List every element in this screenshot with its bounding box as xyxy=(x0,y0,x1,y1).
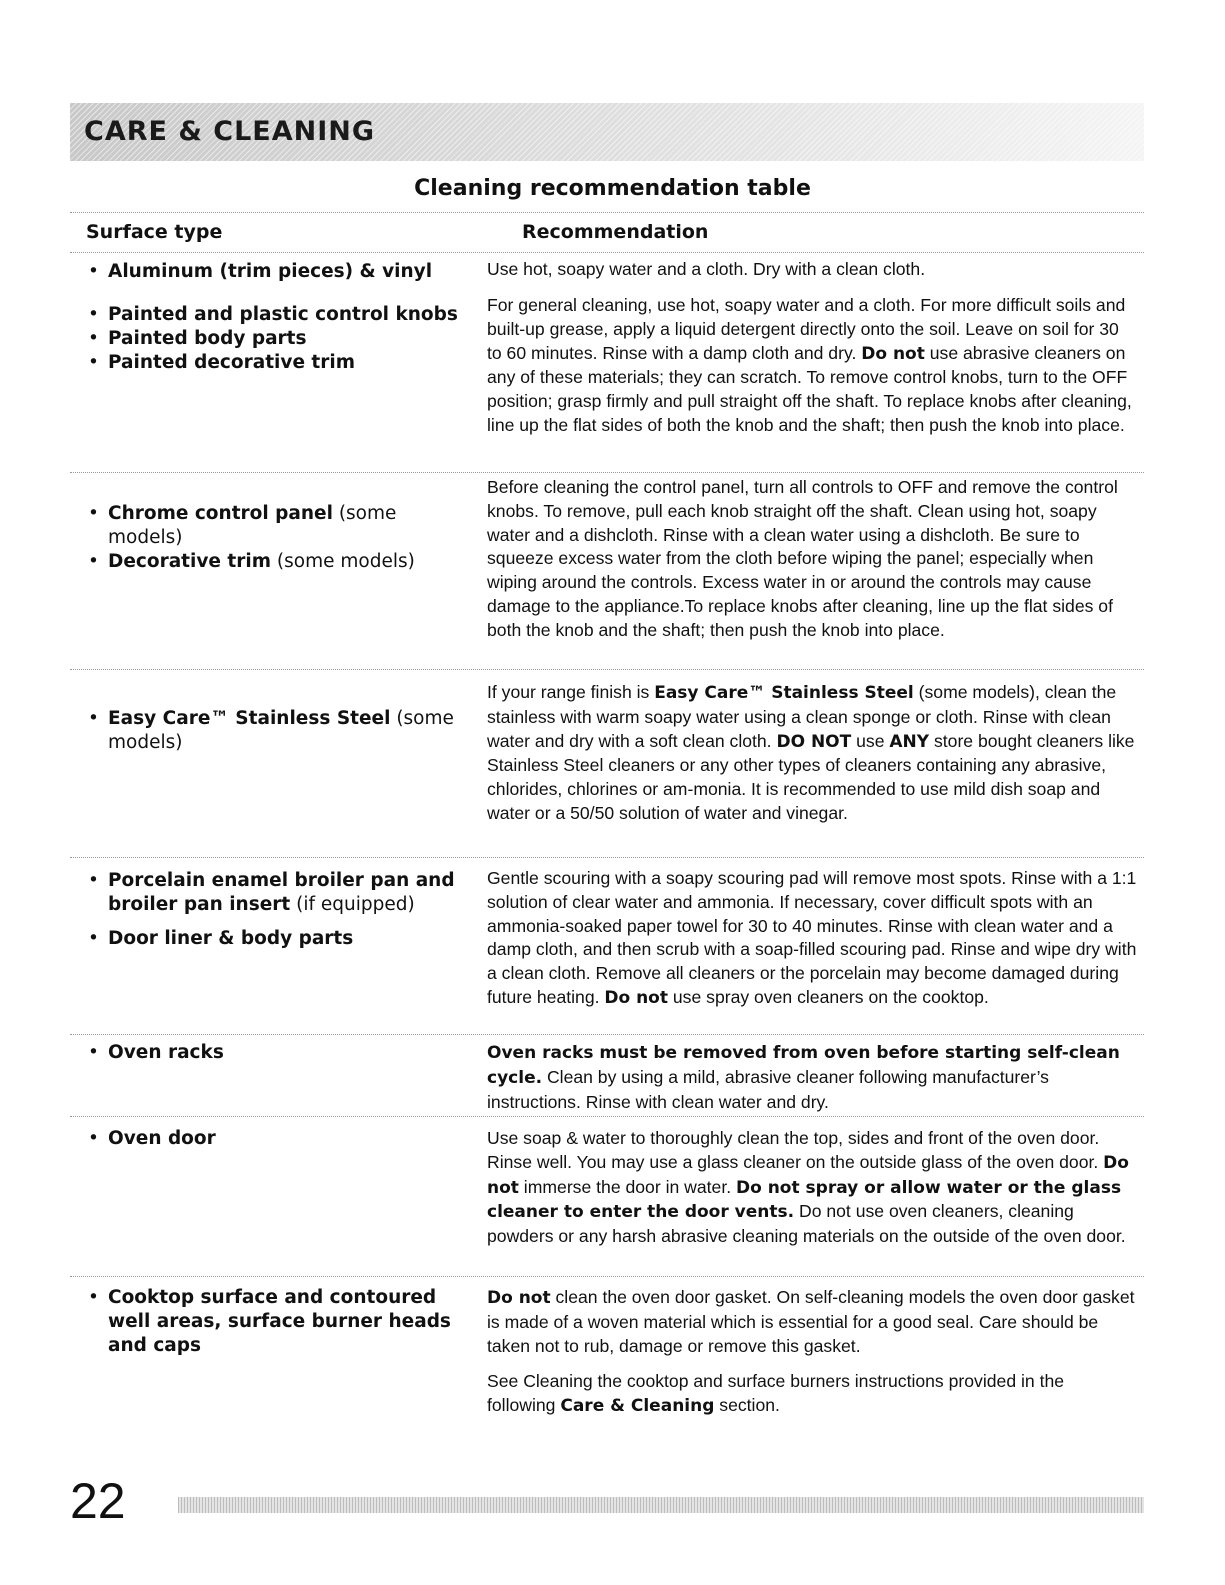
recommendation-paragraph xyxy=(487,294,1137,438)
body-text: If your range finish is xyxy=(487,682,655,702)
surface-type-cell xyxy=(84,303,474,375)
surface-note: (some models) xyxy=(108,503,397,548)
recommendation-cell xyxy=(487,1286,1137,1419)
surface-type-cell xyxy=(84,260,474,284)
emphasis-text: Care & Cleaning xyxy=(560,1396,715,1417)
recommendation-paragraph xyxy=(487,867,1137,1011)
row-divider xyxy=(70,1276,1144,1277)
recommendation-paragraph xyxy=(487,1127,1137,1249)
emphasis-text: Oven racks must be removed from oven before starting self-clean cycle. xyxy=(487,1043,1120,1088)
body-text: use abrasive cleaners on any of these materials; they can scratch. To remove control knobs, turn to the OFF position; grasp firmly and pull straight off the shaft. To replace knobs after cleaning, line up the flat sides of both the knob and the shaft; then push the knob into place. xyxy=(487,342,1132,435)
surface-note: (some models) xyxy=(108,708,454,753)
recommendation-paragraph xyxy=(487,681,1137,826)
surface-name: Door liner & body parts xyxy=(108,928,354,949)
surface-item xyxy=(84,869,474,917)
section-title: CARE & CLEANING xyxy=(84,116,376,147)
column-header-recommendation: Recommendation xyxy=(522,221,709,243)
recommendation-paragraph xyxy=(487,1370,1137,1419)
body-text: Use hot, soapy water and a cloth. Dry with a clean cloth. xyxy=(487,259,926,279)
footer-bar xyxy=(178,1497,1144,1513)
divider xyxy=(70,212,1144,213)
surface-name: Decorative trim xyxy=(108,551,272,572)
recommendation-cell xyxy=(487,294,1137,438)
body-text: Use soap & water to thoroughly clean the top, sides and front of the oven door. Rinse well. You may use a glass cleaner on the outside glass of the oven door. xyxy=(487,1128,1104,1172)
surface-type-cell xyxy=(84,1041,474,1065)
recommendation-cell xyxy=(487,258,1137,282)
surface-item xyxy=(84,351,474,375)
row-divider xyxy=(70,669,1144,670)
emphasis-text: ANY xyxy=(889,731,930,752)
surface-note: (if equipped) xyxy=(290,894,415,915)
surface-type-cell xyxy=(84,869,474,951)
recommendation-cell xyxy=(487,681,1137,826)
surface-name: Oven door xyxy=(108,1128,216,1149)
surface-item xyxy=(84,1041,474,1065)
row-divider xyxy=(70,1116,1144,1117)
body-text: section. xyxy=(714,1395,780,1416)
surface-item xyxy=(84,550,474,574)
surface-name: Painted body parts xyxy=(108,328,307,349)
surface-item xyxy=(84,927,474,951)
column-header-surface: Surface type xyxy=(86,221,223,243)
surface-name: Oven racks xyxy=(108,1042,224,1063)
recommendation-cell xyxy=(487,476,1137,643)
surface-item xyxy=(84,1286,474,1358)
recommendation-paragraph xyxy=(487,1286,1137,1358)
body-text: use spray oven cleaners on the cooktop. xyxy=(668,986,989,1007)
surface-note: (some models) xyxy=(271,551,415,572)
surface-item xyxy=(84,707,474,755)
surface-item xyxy=(84,303,474,327)
row-divider xyxy=(70,1034,1144,1035)
recommendation-paragraph xyxy=(487,258,1137,282)
emphasis-text: DO NOT xyxy=(776,731,852,752)
surface-item xyxy=(84,260,474,284)
body-text: Before cleaning the control panel, turn all controls to OFF and remove the control knobs. To remove, pull each knob straight off the shaft. Clean using hot, soapy water and a dishcloth. Rinse with a clean water using a dishcloth. Be sure to squeeze excess water from the cloth before wiping the panel; especially when wiping around the controls. Excess water in or around the controls may cause damage to the appliance.To replace knobs after cleaning, line up the flat sides of both the knob and the shaft; then push the knob into place. xyxy=(487,477,1118,640)
surface-item xyxy=(84,327,474,351)
surface-name: Easy Care™ Stainless Steel xyxy=(108,708,391,729)
emphasis-text: Easy Care™ Stainless Steel xyxy=(654,683,914,703)
body-text: (some models), clean the stainless with warm soapy water using a clean sponge or cloth. Rinse with clean water and dry with a soft clean cloth. xyxy=(487,682,1117,751)
surface-name: Chrome control panel xyxy=(108,503,333,524)
page-number: 22 xyxy=(70,1473,126,1529)
emphasis-text: Do not xyxy=(604,987,668,1008)
table-title: Cleaning recommendation table xyxy=(414,176,811,201)
surface-name: Aluminum (trim pieces) & vinyl xyxy=(108,261,433,282)
surface-name: Painted decorative trim xyxy=(108,352,356,373)
body-text: use xyxy=(851,730,890,751)
surface-name: Porcelain enamel broiler pan and broiler pan insert xyxy=(108,870,455,915)
surface-item xyxy=(84,502,474,550)
body-text: Gentle scouring with a soapy scouring pad will remove most spots. Rinse with a 1:1 solution of clear water and ammonia. If necessary, cover difficult spots with an ammonia-soaked paper towel for 30 to 40 minutes. Rinse with clean water and a damp cloth, and then scrub with a soap-filled scouring pad. Rinse and wipe dry with a clean cloth. Remove all cleaners or the porcelain may become damaged during future heating. xyxy=(487,868,1137,1007)
recommendation-cell xyxy=(487,1127,1137,1249)
body-text: immerse the door in water. xyxy=(518,1176,736,1197)
row-divider xyxy=(70,857,1144,858)
surface-type-cell xyxy=(84,707,474,755)
recommendation-cell xyxy=(487,1041,1137,1114)
recommendation-paragraph xyxy=(487,476,1137,643)
body-text: Do not use oven cleaners, cleaning powders or any harsh abrasive cleaning materials on the outside of the oven door. xyxy=(487,1201,1126,1247)
body-text: clean the oven door gasket. On self-cleaning models the oven door gasket is made of a woven material which is essential for a good seal. Care should be taken not to rub, damage or remove this gasket. xyxy=(487,1287,1135,1356)
divider xyxy=(70,252,1144,253)
surface-item xyxy=(84,1127,474,1151)
recommendation-paragraph xyxy=(487,1041,1137,1114)
surface-type-cell xyxy=(84,502,474,574)
emphasis-text: Do not xyxy=(487,1288,551,1308)
surface-name: Painted and plastic control knobs xyxy=(108,304,458,325)
body-text: For general cleaning, use hot, soapy water and a cloth. For more difficult soils and built-up grease, apply a liquid detergent directly onto the soil. Leave on soil for 30 to 60 minutes. Rinse with a damp cloth and dry. xyxy=(487,295,1126,363)
row-divider xyxy=(70,472,1144,473)
surface-type-cell xyxy=(84,1286,474,1358)
surface-type-cell xyxy=(84,1127,474,1151)
surface-name: Cooktop surface and contoured well areas, surface burner heads and caps xyxy=(108,1287,451,1356)
recommendation-cell xyxy=(487,867,1137,1011)
body-text: See Cleaning the cooktop and surface burners instructions provided in the following xyxy=(487,1371,1065,1416)
emphasis-text: Do not xyxy=(861,343,925,364)
emphasis-text: Do not xyxy=(487,1152,1129,1198)
body-text: store bought cleaners like Stainless Steel cleaners or any other types of cleaners containing any abrasive, chlorides, chlorines or am-monia. It is recommended to use mild dish soap and water or a 50/50 solution of water and vinegar. xyxy=(487,730,1135,823)
emphasis-text: Do not spray or allow water or the glass cleaner to enter the door vents. xyxy=(487,1177,1122,1223)
section-header-band xyxy=(70,103,1144,161)
body-text: Clean by using a mild, abrasive cleaner following manufacturer’s instructions. Rinse with clean water and dry. xyxy=(487,1066,1049,1112)
